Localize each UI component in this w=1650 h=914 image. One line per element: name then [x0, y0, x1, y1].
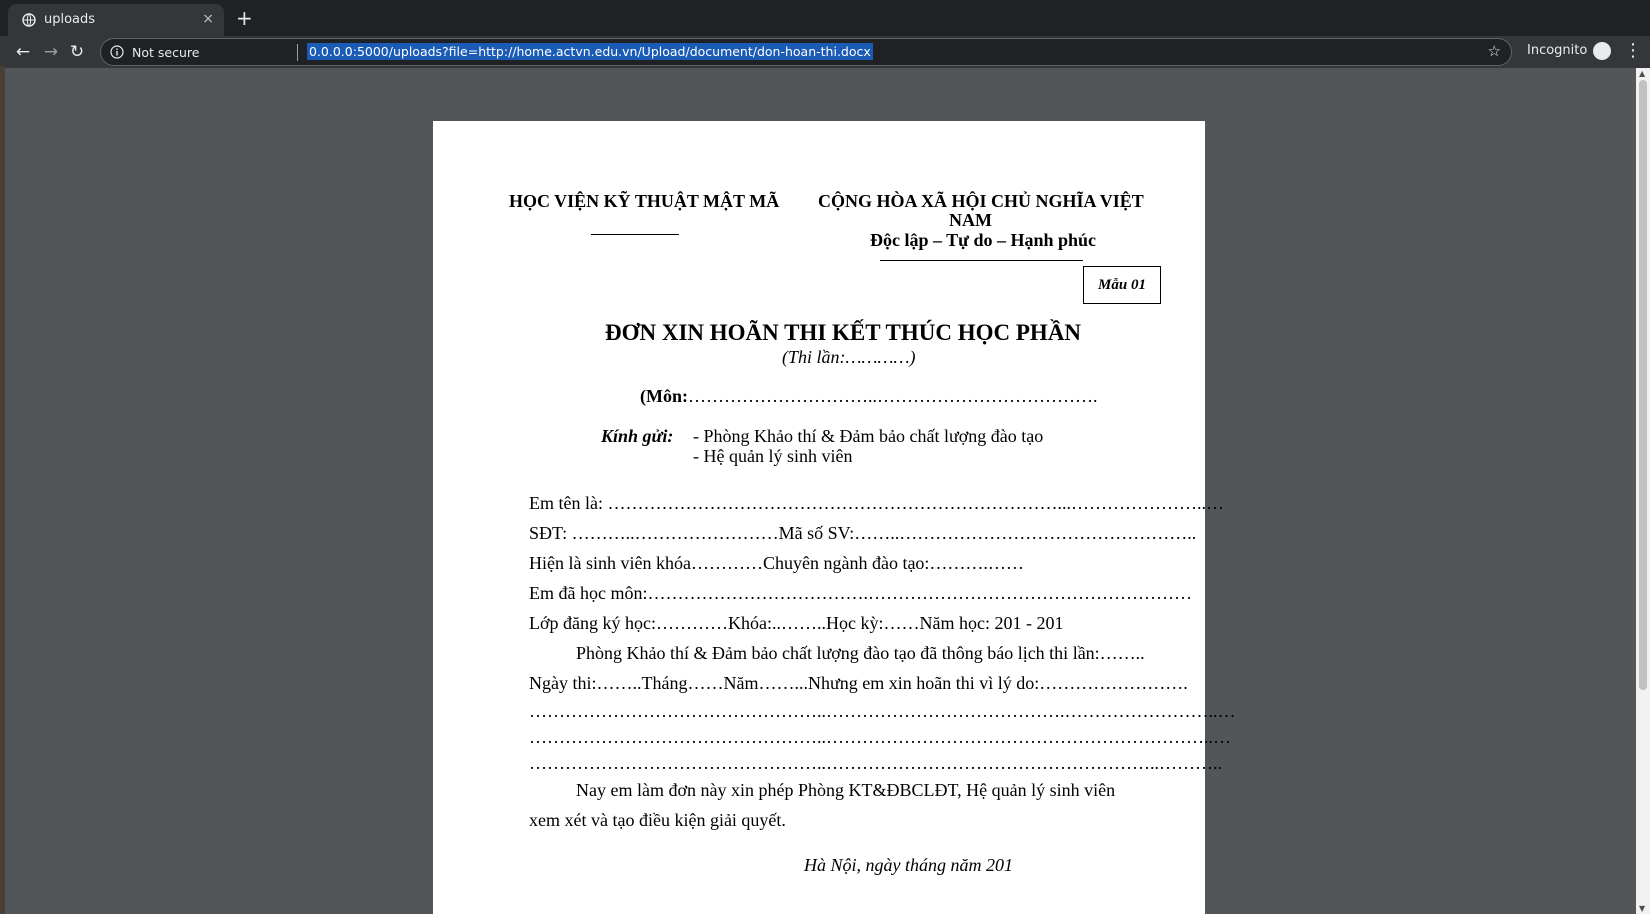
divider	[297, 44, 298, 61]
country-name-line1: CỘNG HÒA XÃ HỘI CHỦ NGHĨA VIỆT	[818, 191, 1144, 211]
divider	[880, 260, 1083, 261]
incognito-icon[interactable]	[1593, 42, 1611, 60]
recipient-2: - Hệ quản lý sinh viên	[693, 446, 853, 466]
globe-icon	[22, 13, 36, 27]
recipient-1: - Phòng Khảo thí & Đảm bảo chất lượng đào tạo	[693, 426, 1044, 446]
forward-icon[interactable]: →	[43, 42, 59, 62]
new-tab-button[interactable]: +	[236, 6, 253, 30]
scroll-down-icon[interactable]: ▼	[1639, 904, 1646, 913]
request-line-1: Nay em làm đơn này xin phép Phòng KT&ĐBCLĐT, Hệ quản lý sinh viên	[576, 780, 1116, 800]
document-viewer	[5, 68, 1636, 914]
motto: Độc lập – Tự do – Hạnh phúc	[870, 230, 1097, 250]
scroll-thumb[interactable]	[1639, 80, 1647, 690]
back-icon[interactable]: ←	[15, 42, 31, 62]
field-phone: SĐT: ………..……………………Mã số SV:……..…………………………………………..	[529, 523, 1197, 543]
info-icon[interactable]	[110, 45, 124, 59]
reload-icon[interactable]: ↻	[69, 42, 85, 62]
subject-dots: …………………………..……………………………….	[688, 386, 1098, 406]
scroll-up-icon[interactable]: ▲	[1639, 69, 1646, 78]
menu-icon[interactable]: ⋮	[1624, 40, 1642, 61]
document-subtitle: (Thi lần:…………)	[782, 347, 916, 367]
tab-title: uploads	[44, 12, 96, 27]
incognito-label: Incognito	[1527, 43, 1588, 58]
subject-label: (Môn:	[640, 386, 688, 406]
field-register: Lớp đăng ký học:…………Khóa:..……..Học kỳ:……Năm học: 201 - 201	[529, 613, 1064, 633]
close-tab-icon[interactable]: ×	[202, 11, 214, 27]
reason-line-3: …………………………………………..………………………………………………..………..	[529, 753, 1222, 773]
field-name: Em tên là: …………………………………………………………………...…………………..…	[529, 493, 1224, 513]
field-class: Hiện là sinh viên khóa…………Chuyên ngành đào tạo:……….……	[529, 553, 1024, 573]
field-exam-date: Ngày thi:……..Tháng……Năm……...Nhưng em xin hoãn thi vì lý do:…………………….	[529, 673, 1188, 693]
bookmark-star-icon[interactable]: ☆	[1487, 42, 1501, 60]
recipient-label: Kính gửi:	[601, 426, 674, 446]
place-date: Hà Nội, ngày tháng năm 201	[804, 855, 1013, 875]
vertical-scrollbar[interactable]	[1636, 68, 1650, 914]
divider	[591, 234, 679, 235]
browser-toolbar	[0, 36, 1650, 68]
institution-name: HỌC VIỆN KỸ THUẬT MẬT MÃ	[509, 191, 780, 211]
reason-line-1: …………………………………………..………………………………….……………………..…	[529, 701, 1236, 721]
field-course: Em đã học môn:……………………………….………………………………………………	[529, 583, 1192, 603]
tab-uploads[interactable]	[8, 4, 224, 36]
reason-line-2: …………………………………………..………………………………………………………..…	[529, 727, 1231, 747]
tab-strip	[0, 0, 1650, 36]
security-label[interactable]: Not secure	[132, 45, 200, 60]
request-line-2: xem xét và tạo điều kiện giải quyết.	[529, 810, 786, 830]
address-bar[interactable]	[100, 38, 1512, 66]
document-page	[433, 121, 1236, 914]
notice-paragraph: Phòng Khảo thí & Đảm bảo chất lượng đào tạo đã thông báo lịch thi lần:……..	[576, 643, 1145, 663]
document-title: ĐƠN XIN HOÃN THI KẾT THÚC HỌC PHẦN	[605, 320, 1082, 345]
country-name-line2: NAM	[949, 210, 992, 230]
url-text[interactable]: 0.0.0.0:5000/uploads?file=http://home.actvn.edu.vn/Upload/document/don-hoan-thi.docx	[309, 44, 871, 59]
form-code-box: Mẫu 01	[1083, 266, 1161, 304]
